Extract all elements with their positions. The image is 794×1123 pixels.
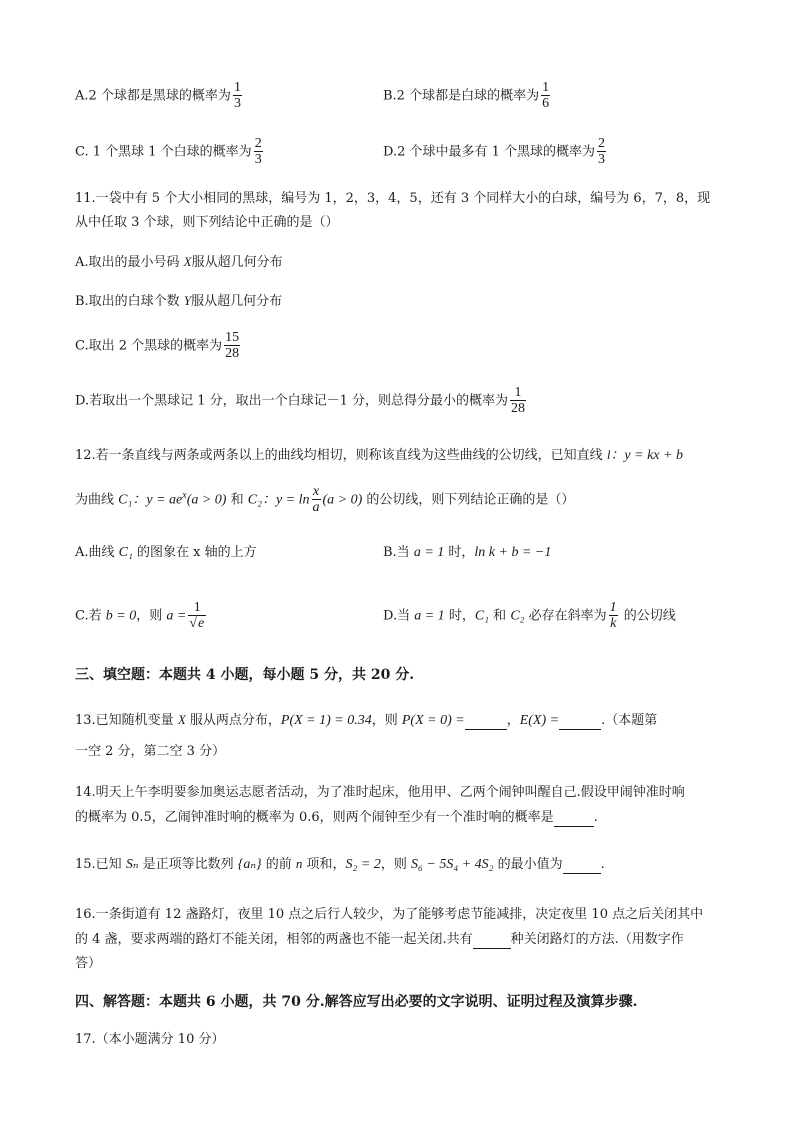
q10-option-b: B.2 个球都是白球的概率为 $\frac{1}{6}$ [383, 80, 550, 111]
q14-line1: 14.明天上午李明要参加奥运志愿者活动，为了准时起床，他用甲、乙两个闹钟叫醒自己.假设甲闹钟准时响 [75, 785, 685, 800]
q12-option-d: D.当 a = 1 时，C₁ 和 C₂ 必存在斜率为 $\frac{1}{k}$ 的公切线 [383, 600, 676, 631]
q11-option-a: A.取出的最小号码 X服从超几何分布 [75, 254, 283, 270]
q12-stem-line1: 12.若一条直线与两条或两条以上的曲线均相切，则称该直线为这些曲线的公切线，已知直线 l：y = kx + b [75, 447, 683, 463]
q14-line2: 的概率为 0.5，乙闹钟准时响的概率为 0.6，则两个闹钟至少有一个准时响的概率是 . [75, 810, 598, 825]
answer-blank[interactable] [473, 934, 511, 949]
q10-option-d: D.2 个球中最多有 1 个黑球的概率为 $\frac{2}{3}$ [383, 136, 606, 167]
q13-line1: 13.已知随机变量 X 服从两点分布，P(X = 1) = 0.34，则 P(X = 0) = ，E(X) = .（本题第 [75, 712, 658, 728]
q12-option-b: B.当 a = 1 时，ln k + b = −1 [383, 545, 552, 560]
fraction: $\frac{1}{3}$ [233, 80, 241, 111]
q15-line: 15.已知 Sₙ 是正项等比数列 {aₙ} 的前 n 项和，S₂ = 2，则 S₆ − 5S₄ + 4S₂ 的最小值为 . [75, 856, 605, 872]
q11-stem-line2: 从中任取 3 个球，则下列结论中正确的是（） [75, 215, 339, 230]
fraction: $\frac{1}{√e}$ [189, 600, 205, 631]
fraction: $\frac{1}{28}$ [511, 385, 526, 416]
answer-blank[interactable] [559, 715, 601, 730]
q16-line3: 答） [75, 956, 102, 971]
q10-option-c: C. 1 个黑球 1 个白球的概率为 $\frac{2}{3}$ [75, 136, 262, 167]
q11-option-c: C.取出 2 个黑球的概率为 $\frac{15}{28}$ [75, 330, 240, 361]
q16-line2: 的 4 盏，要求两端的路灯不能关闭，相邻的两盏也不能一起关闭.共有 种关闭路灯的方法.（用数字作 [75, 932, 684, 947]
q17-heading: 17.（本小题满分 10 分） [75, 1032, 225, 1047]
q16-line1: 16.一条街道有 12 盏路灯，夜里 10 点之后行人较少，为了能够考虑节能减排，决定夜里 10 点之后关闭其中 [75, 907, 704, 922]
fraction: $\frac{2}{3}$ [598, 136, 606, 167]
answer-blank[interactable] [554, 812, 594, 827]
section-3-heading: 三、填空题：本题共 4 小题，每小题 5 分，共 20 分. [75, 667, 415, 683]
answer-blank[interactable] [465, 715, 507, 730]
q12-stem-line2: 为曲线 C₁：$y = ae^x(a > 0)$ 和 C₂：y = ln $\frac{x}{a}$ (a > 0) 的公切线，则下列结论正确的是（） [75, 484, 575, 515]
q13-line2: 一空 2 分，第二空 3 分） [75, 744, 226, 759]
fraction: $\frac{1}{6}$ [542, 80, 550, 111]
fraction: $\frac{2}{3}$ [254, 136, 262, 167]
q11-stem-line1: 11.一袋中有 5 个大小相同的黑球，编号为 1，2，3，4，5，还有 3 个同样大小的白球，编号为 6，7，8，现 [75, 191, 711, 206]
fraction: $\frac{15}{28}$ [225, 330, 240, 361]
fraction: $\frac{x}{a}$ [312, 484, 320, 515]
section-4-heading: 四、解答题：本题共 6 小题，共 70 分.解答应写出必要的文字说明、证明过程及演算步骤. [75, 994, 638, 1010]
answer-blank[interactable] [563, 859, 601, 874]
q12-option-a: A.曲线 C₁ 的图象在 x 轴的上方 [75, 545, 257, 560]
fraction: $\frac{1}{k}$ [609, 600, 617, 631]
q10-option-a: A.2 个球都是黑球的概率为 $\frac{1}{3}$ [75, 80, 241, 111]
q12-option-c: C.若 b = 0，则 a = $\frac{1}{√e}$ [75, 600, 205, 631]
q11-option-b: B.取出的白球个数 Y服从超几何分布 [75, 293, 283, 309]
q11-option-d: D.若取出一个黑球记 1 分，取出一个白球记－1 分，则总得分最小的概率为 $\frac{1}{28}$ [75, 385, 526, 416]
